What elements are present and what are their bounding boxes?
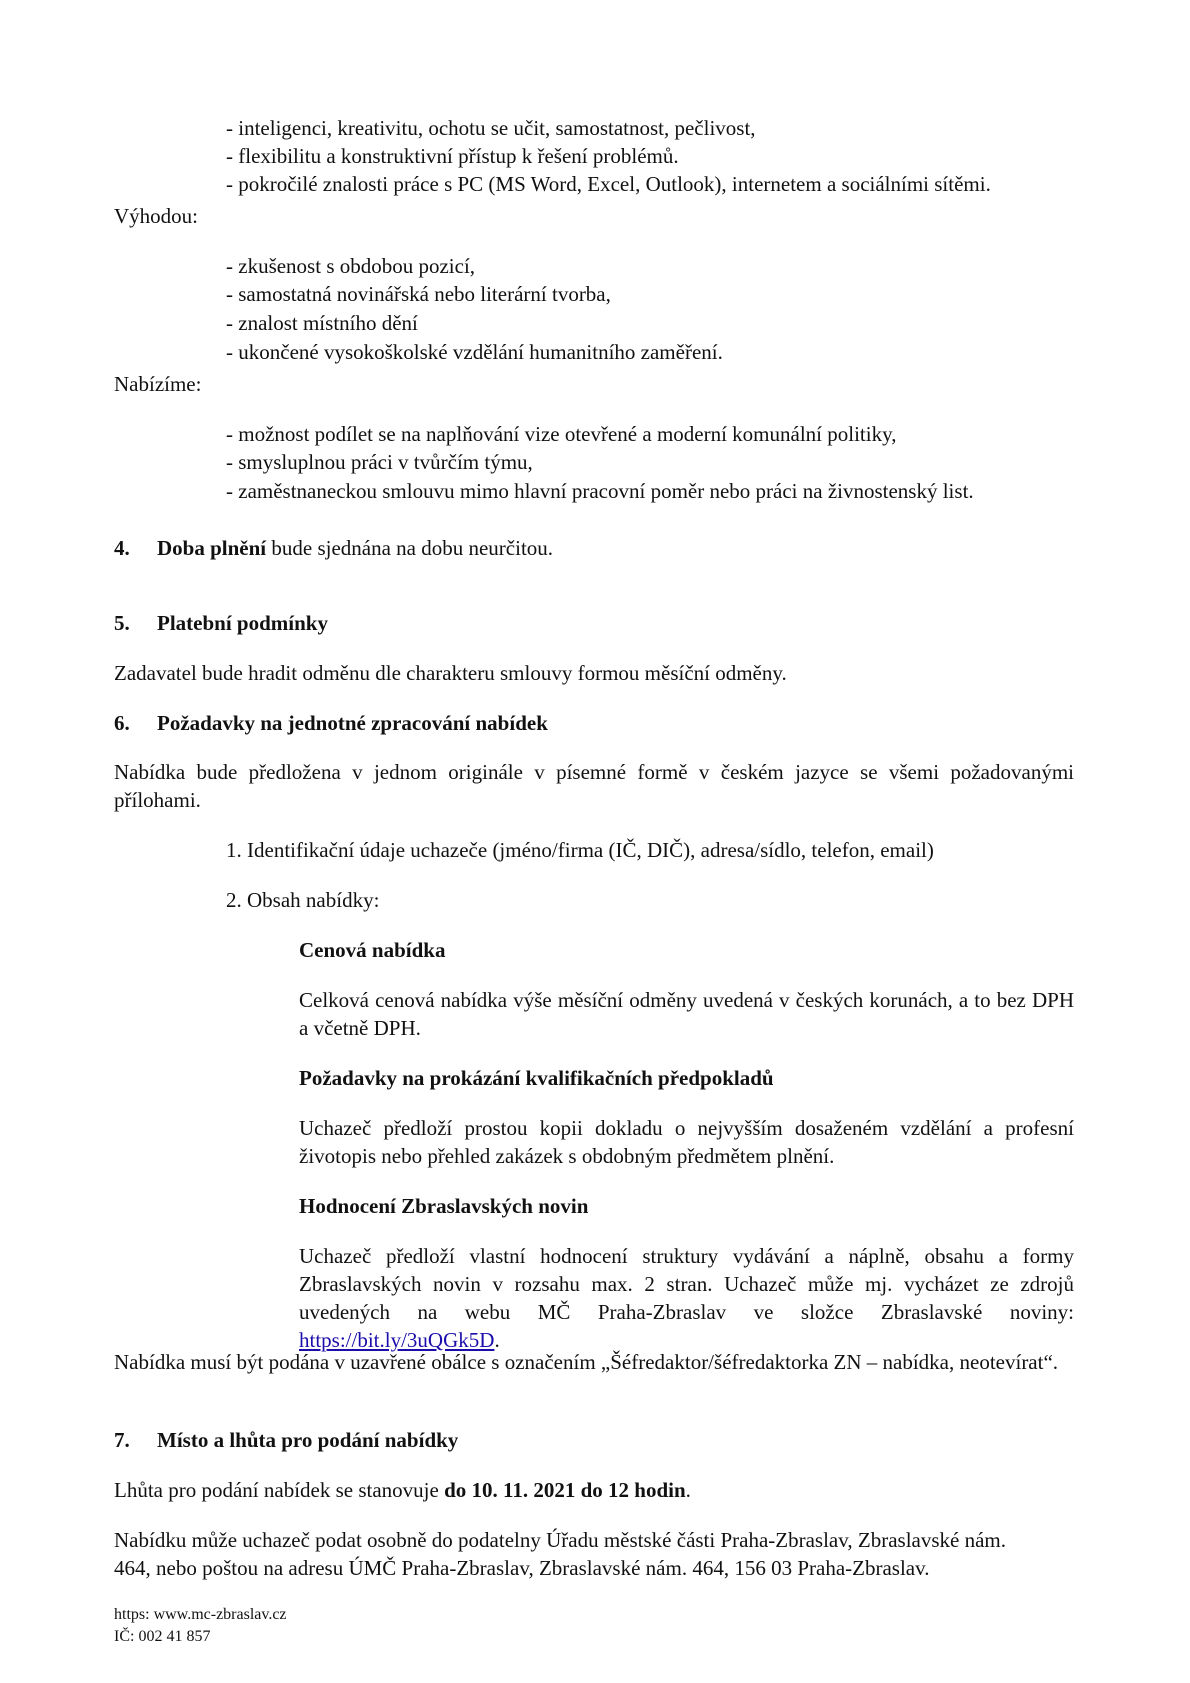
advantage-item: - znalost místního dění: [226, 311, 418, 335]
section6-intro: Nabídka bude předložena v jednom originále v písemné formě v českém jazyce se všemi požadovanými přílohami.: [114, 760, 1074, 812]
section4-text: [157, 534, 553, 562]
advantage-item: - zkušenost s obdobou pozicí,: [226, 254, 476, 278]
requirement-item: - flexibilitu a konstruktivní přístup k řešení problémů.: [226, 144, 679, 168]
section-number: 6.: [114, 711, 130, 735]
evaluation-title: Hodnocení Zbraslavských novin: [299, 1194, 589, 1218]
deadline-pre: Lhůta pro podání nabídek se stanovuje: [114, 1478, 445, 1502]
price-text: Celková cenová nabídka výše měsíční odměny uvedená v českých korunách, a to bez DPH a včetně DPH.: [299, 988, 1074, 1040]
submit-line: 464, nebo poštou na adresu ÚMČ Praha-Zbraslav, Zbraslavské nám. 464, 156 03 Praha-Zbraslav.: [114, 1556, 930, 1580]
deadline-post: .: [685, 1478, 691, 1502]
offer-item: - smysluplnou práci v tvůrčím týmu,: [226, 450, 533, 474]
section4-bold: Doba plnění: [157, 536, 267, 560]
section4-rest: bude sjednána na dobu neurčitou.: [266, 536, 554, 560]
qualification-title: Požadavky na prokázání kvalifikačních předpokladů: [299, 1066, 774, 1090]
footer-ic: IČ: 002 41 857: [114, 1628, 211, 1645]
advantage-label: Výhodou:: [114, 204, 198, 228]
evaluation-text: [299, 1242, 1074, 1354]
section-number: 4.: [114, 536, 130, 560]
submit-line: Nabídku může uchazeč podat osobně do podatelny Úřadu městské části Praha-Zbraslav, Zbraslavské nám.: [114, 1528, 1007, 1552]
section6-title: Požadavky na jednotné zpracování nabídek: [157, 711, 548, 735]
section7-title: Místo a lhůta pro podání nabídky: [157, 1428, 459, 1452]
price-title: Cenová nabídka: [299, 938, 446, 962]
requirement-item: - pokročilé znalosti práce s PC (MS Word, Excel, Outlook), internetem a sociálními sítěmi.: [226, 172, 991, 196]
footer-web: https: www.mc-zbraslav.cz: [114, 1606, 287, 1623]
envelope-text: Nabídka musí být podána v uzavřené obálce s označením „Šéfredaktor/šéfredaktorka ZN – nabídka, neotevírat“.: [114, 1350, 1059, 1374]
section5-text: Zadavatel bude hradit odměnu dle charakteru smlouvy formou měsíční odměny.: [114, 661, 787, 685]
advantage-item: - ukončené vysokoškolské vzdělání humanitního zaměření.: [226, 340, 723, 364]
evaluation-end: .: [494, 1328, 500, 1352]
advantage-item: - samostatná novinářská nebo literární tvorba,: [226, 282, 611, 306]
offer-item: - zaměstnaneckou smlouvu mimo hlavní pracovní poměr nebo práci na živnostenský list.: [226, 479, 974, 503]
section5-title: Platební podmínky: [157, 611, 328, 635]
deadline-bold: do 10. 11. 2021 do 12 hodin: [444, 1478, 686, 1502]
section-number: 7.: [114, 1428, 130, 1452]
section-number: 5.: [114, 611, 130, 635]
list-item: 2. Obsah nabídky:: [226, 888, 380, 912]
offer-item: - možnost podílet se na naplňování vize otevřené a moderní komunální politiky,: [226, 422, 897, 446]
list-item: 1. Identifikační údaje uchazeče (jméno/firma (IČ, DIČ), adresa/sídlo, telefon, email): [226, 838, 934, 862]
evaluation-body: Uchazeč předloží vlastní hodnocení struktury vydávání a náplně, obsahu a formy Zbraslavských novin v rozsahu max. 2 stran. Uchazeč může mj. vycházet ze zdrojů uvedených na webu MČ Praha-Zbraslav ve složce Zbraslavské noviny:: [299, 1244, 1074, 1324]
qualification-text: Uchazeč předloží prostou kopii dokladu o nejvyšším dosaženém vzdělání a profesní životopis nebo přehled zakázek s obdobným předmětem plnění.: [299, 1116, 1074, 1168]
deadline-text: [114, 1476, 691, 1504]
evaluation-link[interactable]: https://bit.ly/3uQGk5D: [299, 1328, 495, 1352]
requirement-item: - inteligenci, kreativitu, ochotu se učit, samostatnost, pečlivost,: [226, 116, 756, 140]
offer-label: Nabízíme:: [114, 372, 202, 396]
